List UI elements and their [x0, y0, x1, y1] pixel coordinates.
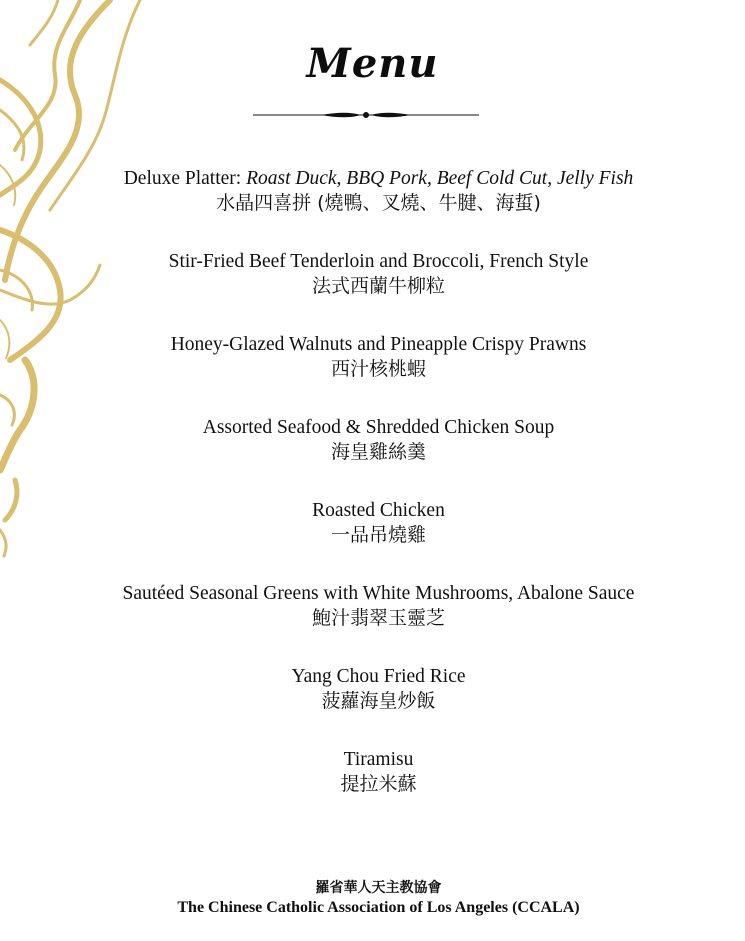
menu-item	[12, 747, 745, 797]
menu-item-chinese: 菠蘿海皇炒飯	[321, 690, 436, 712]
menu-item-english-prefix: Deluxe Platter:	[123, 168, 247, 189]
menu-item-english: Stir-Fried Beef Tenderloin and Broccoli, French Style	[168, 251, 589, 272]
menu-item-chinese: 西汁核桃蝦	[330, 358, 426, 380]
footer-organization-chinese: 羅省華人天主教協會	[315, 880, 442, 896]
ornamental-divider	[253, 108, 479, 122]
menu-item	[12, 332, 745, 382]
menu-list	[0, 166, 745, 830]
menu-item-chinese: 一品吊燒雞	[330, 524, 426, 546]
menu-item-english: Tiramisu	[343, 749, 414, 770]
menu-item-english: Sautéed Seasonal Greens with White Mushrooms, Abalone Sauce	[122, 583, 635, 604]
menu-item	[12, 581, 745, 631]
menu-item-english	[12, 166, 745, 191]
menu-item-english: Yang Chou Fried Rice	[291, 666, 466, 687]
menu-item-english: Assorted Seafood & Shredded Chicken Soup	[202, 417, 555, 438]
footer-organization-english: The Chinese Catholic Association of Los Angeles (CCALA)	[177, 899, 580, 916]
menu-item	[12, 498, 745, 548]
menu-item	[12, 249, 745, 299]
menu-item-chinese: 海皇雞絲羹	[330, 441, 426, 463]
menu-item-chinese: 法式西蘭牛柳粒	[311, 275, 445, 297]
menu-item-chinese: 提拉米蘇	[340, 773, 417, 795]
menu-item-chinese: 水晶四喜拼 (燒鴨、叉燒、牛腱、海蜇)	[216, 192, 541, 214]
menu-title: Menu	[306, 40, 439, 87]
menu-item-english: Roasted Chicken	[312, 500, 445, 521]
menu-item-chinese: 鮑汁翡翠玉靈芝	[311, 607, 445, 629]
footer	[0, 878, 745, 918]
menu-item-english: Honey-Glazed Walnuts and Pineapple Crispy Prawns	[170, 334, 587, 355]
menu-item	[12, 664, 745, 714]
menu-item	[12, 166, 745, 216]
menu-item-english-detail: Roast Duck, BBQ Pork, Beef Cold Cut, Jelly Fish	[246, 168, 634, 189]
menu-item	[12, 415, 745, 465]
